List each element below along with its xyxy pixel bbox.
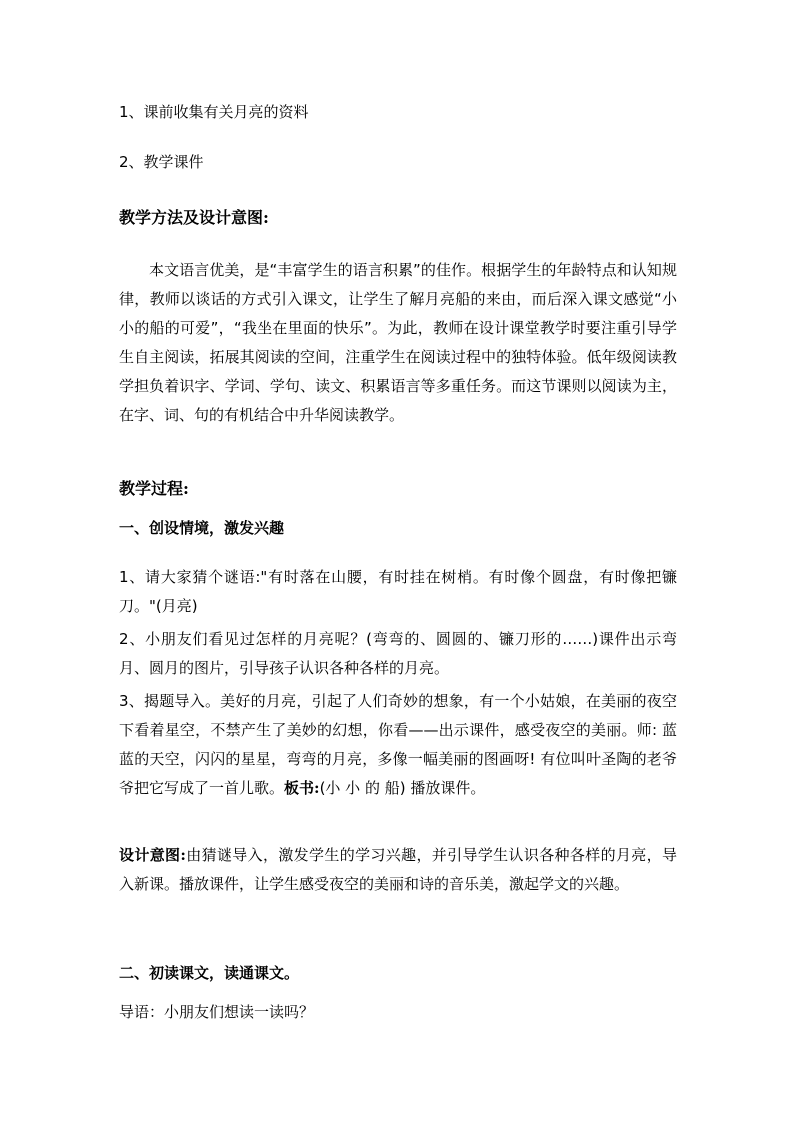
method-heading: 教学方法及设计意图: [119,208,269,227]
section1-step2: 2、小朋友们看见过怎样的月亮呢？(弯弯的、圆圆的、镰刀形的……)课件出示弯月、圆月的图片，引导孩子认识各种各样的月亮。 [119,630,677,677]
section1-step1: 1、请大家猜个谜语:"有时落在山腰，有时挂在树梢。有时像个圆盘，有时像把镰刀。"(月亮) [119,568,677,615]
design-text: 由猜谜导入，激发学生的学习兴趣，并引导学生认识各种各样的月亮，导入新课。播放课件，让学生感受夜空的美丽和诗的音乐美，激起学文的兴趣。 [119,846,677,893]
design-label: 设计意图: [119,846,186,864]
process-heading: 教学过程: [119,479,189,498]
design-intent [119,841,677,899]
section2-intro: 导语：小朋友们想读一读吗？ [119,1003,315,1021]
method-paragraph: 本文语言优美，是“丰富学生的语言积累”的佳作。根据学生的年龄特点和认知规律，教师以谈话的方式引入课文，让学生了解月亮船的来由，而后深入课文感觉“小小的船的可爱”，“我坐在里面的快乐”。为此，教师在设计课堂教学时要注重引导学生自主阅读，拓展其阅读的空间，注重学生在阅读过程中的独特体验。低年级阅读教学担负着识字、学词、学句、读文、积累语言等多重任务。而这节课则以阅读为主，在字、词、句的有机结合中升华阅读教学。 [119,261,677,424]
blackboard-label: 板书: [284,779,320,797]
prep-item-1: 1、课前收集有关月亮的资料 [119,103,309,121]
prep-item-2: 2、教学课件 [119,153,204,171]
section1-title: 一、创设情境，激发兴趣 [119,519,285,537]
step3-text: 3、揭题导入。美好的月亮，引起了人们奇妙的想象，有一个小姑娘，在美丽的夜空下看着星空，不禁产生了美妙的幻想，你看——出示课件，感受夜空的美丽。师: 蓝蓝的天空，闪闪的星星，弯弯的月亮，多像一幅美丽的图画呀! 有位叫叶圣陶的老爷爷把它写成了一首儿歌。 [119,692,677,797]
section2-title: 二、初读课文，读通课文。 [119,964,300,982]
section1-step3 [119,687,677,803]
step3-tail: (小 小 的 船) 播放课件。 [319,779,486,797]
